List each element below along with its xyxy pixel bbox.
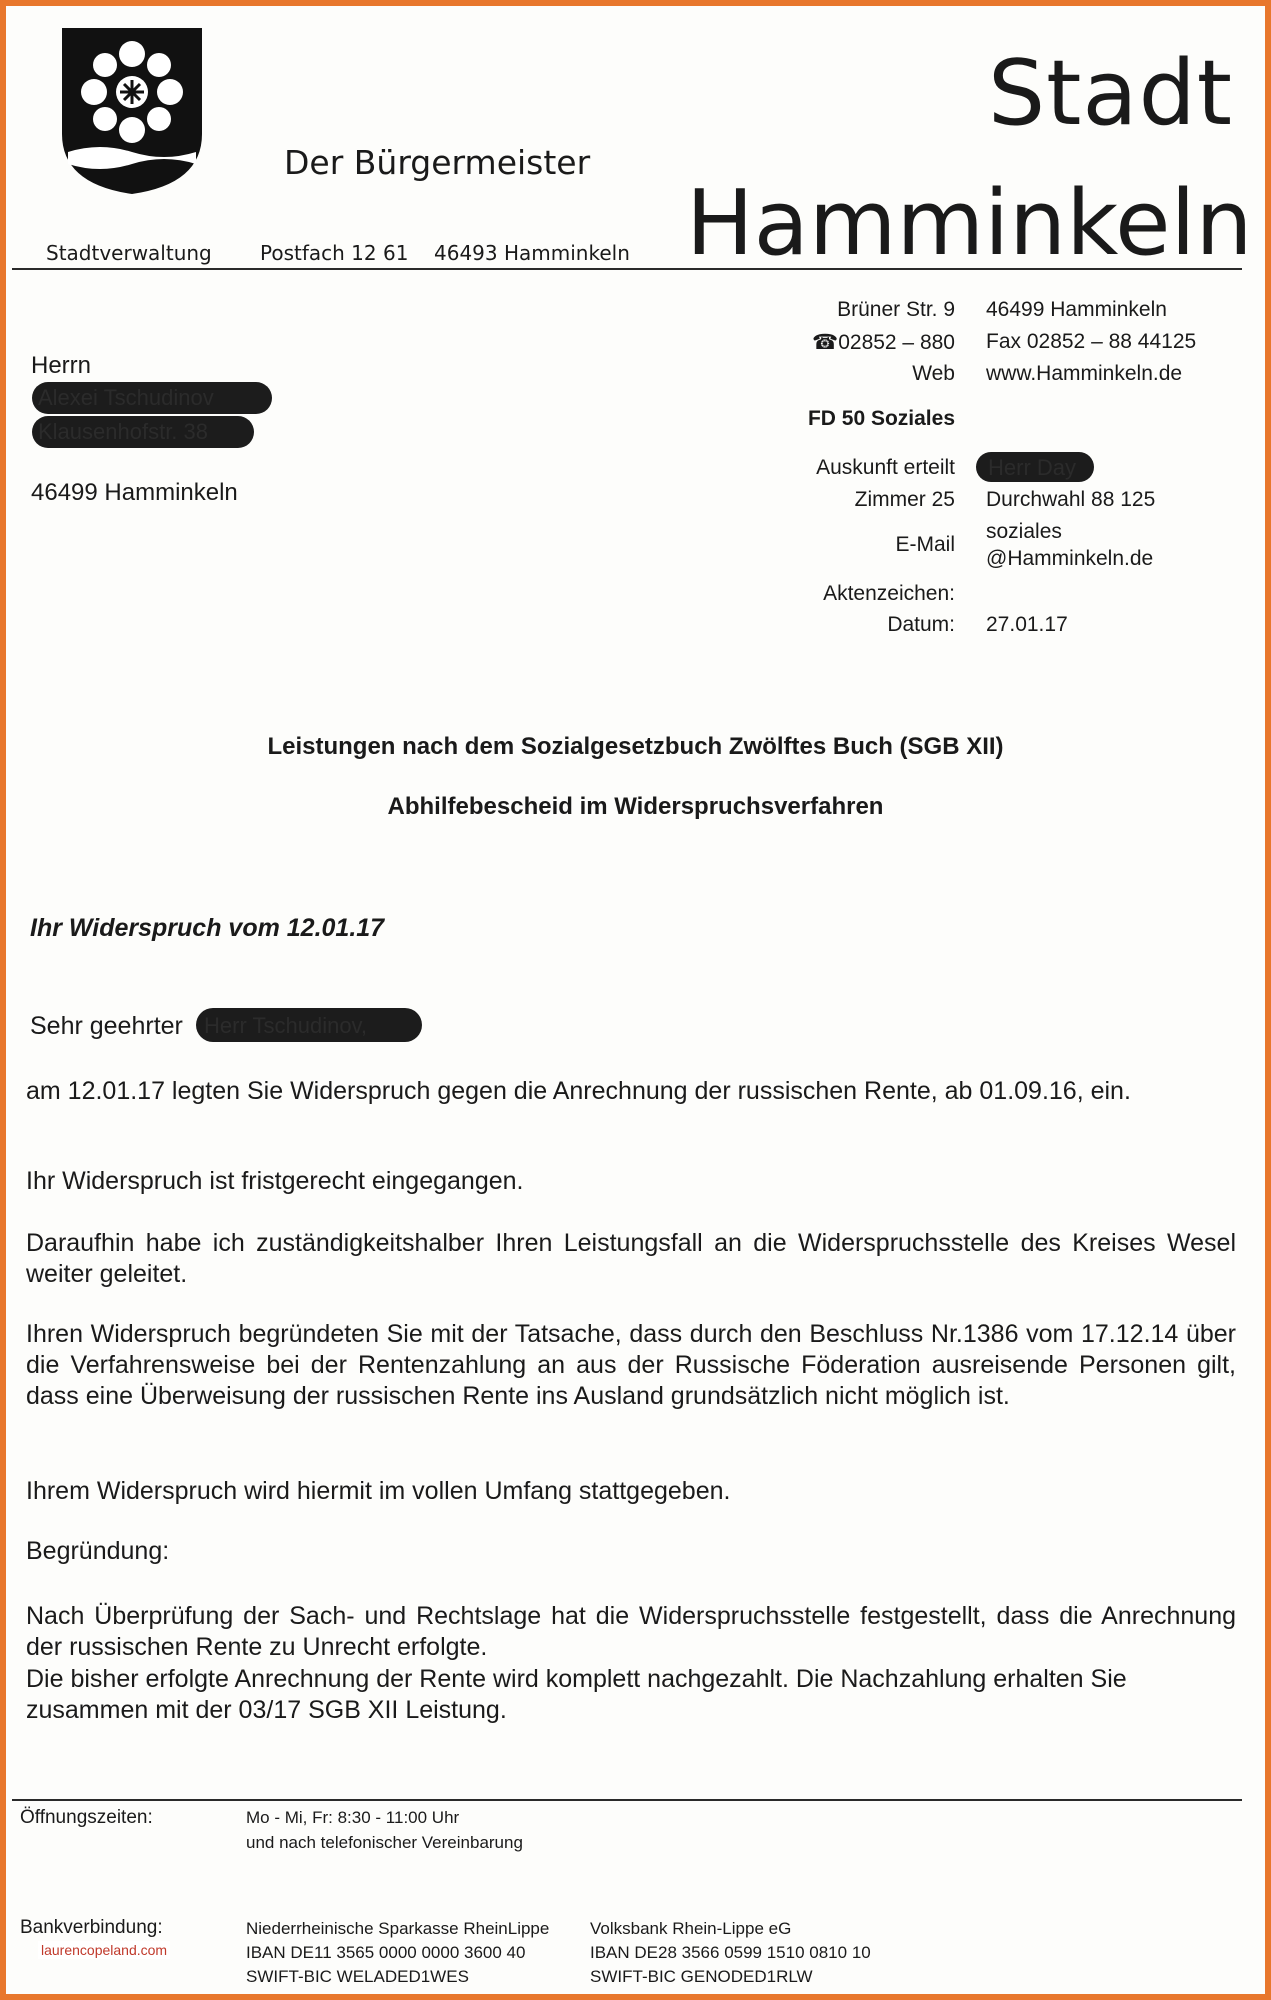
hours-line2: und nach telefonischer Vereinbarung xyxy=(246,1833,523,1852)
paragraph-3: Daraufhin habe ich zuständigkeitshalber Ihren Leistungsfall an die Widerspruchsstelle des Kreises Wesel weiter geleitet. xyxy=(26,1229,1236,1288)
bank1-bic: SWIFT-BIC WELADED1WES xyxy=(246,1967,469,1986)
bank1-iban: IBAN DE11 3565 0000 0000 3600 40 xyxy=(246,1943,526,1962)
hours-label: Öffnungszeiten: xyxy=(20,1807,153,1828)
contact-fax: Fax 02852 – 88 44125 xyxy=(986,330,1197,353)
letter-title: Leistungen nach dem Sozialgesetzbuch Zwölftes Buch (SGB XII) xyxy=(267,733,1004,760)
email-line2: @Hamminkeln.de xyxy=(986,547,1154,570)
info-label: Auskunft erteilt xyxy=(816,456,955,479)
paragraph-6: Begründung: xyxy=(26,1537,170,1565)
contact-web: www.Hamminkeln.de xyxy=(986,362,1183,385)
sender-org: Stadtverwaltung xyxy=(46,241,212,265)
footer-divider xyxy=(12,1799,1242,1801)
recipient-name: Alexei Tschudinov xyxy=(38,385,214,410)
bank-label: Bankverbindung: xyxy=(20,1917,163,1938)
paragraph-4: Ihren Widerspruch begründeten Sie mit der Tatsache, dass durch den Beschluss Nr.1386 vom 17.12.14 über die Verfahrensweise bei der Rentenzahlung an aus der Russische Föderation ausreisende Personen gilt, dass eine Überweisung der russischen Rente ins Ausland grundsätzlich nicht möglich ist. xyxy=(26,1320,1236,1410)
city-label-stadt: Stadt xyxy=(988,41,1233,146)
extension: Durchwahl 88 125 xyxy=(986,488,1156,511)
email-line1: soziales xyxy=(986,520,1062,543)
recipient-salutation: Herrn xyxy=(31,352,92,379)
greeting: Sehr geehrter xyxy=(30,1012,183,1040)
paragraph-2: Ihr Widerspruch ist fristgerecht eingegangen. xyxy=(26,1167,524,1195)
city-label-hamminkeln: Hamminkeln xyxy=(686,171,1253,276)
room: Zimmer 25 xyxy=(854,488,955,511)
watermark: laurencopeland.com xyxy=(38,1941,170,1959)
letter-subtitle: Abhilfebescheid im Widerspruchsverfahren xyxy=(387,793,884,820)
date-label: Datum: xyxy=(887,613,955,636)
greeting-name: Herr Tschudinov, xyxy=(204,1013,368,1038)
paragraph-5: Ihrem Widerspruch wird hiermit im vollen Umfang stattgegeben. xyxy=(26,1477,731,1505)
bank2-iban: IBAN DE28 3566 0599 1510 0810 10 xyxy=(590,1943,871,1962)
department: FD 50 Soziales xyxy=(807,407,955,430)
contact-street: Brüner Str. 9 xyxy=(837,298,955,321)
info-name: Herr Day xyxy=(988,455,1077,480)
file-label: Aktenzeichen: xyxy=(823,582,955,605)
letter-subject: Ihr Widerspruch vom 12.01.17 xyxy=(30,914,385,942)
sender-postbox: Postfach 12 61 xyxy=(260,241,409,265)
bank2-bic: SWIFT-BIC GENODED1RLW xyxy=(590,1967,813,1986)
paragraph-8: Die bisher erfolgte Anrechnung der Rente wird komplett nachgezahlt. Die Nachzahlung erhalten Sie zusammen mit der 03/17 SGB XII Leistung. xyxy=(26,1665,1127,1724)
hours-line1: Mo - Mi, Fr: 8:30 - 11:00 Uhr xyxy=(246,1808,460,1827)
coat-of-arms-icon xyxy=(58,24,206,196)
paragraph-1: am 12.01.17 legten Sie Widerspruch gegen die Anrechnung der russischen Rente, ab 01.09.16, ein. xyxy=(26,1077,1131,1105)
recipient-street: Klausenhofstr. 38 xyxy=(38,419,209,444)
contact-city: 46499 Hamminkeln xyxy=(986,298,1167,321)
contact-web-label: Web xyxy=(912,362,955,385)
email-label: E-Mail xyxy=(895,533,955,556)
paragraph-7: Nach Überprüfung der Sach- und Rechtslage hat die Widerspruchsstelle festgestellt, dass die Anrechnung der russischen Rente zu Unrecht erfolgte. xyxy=(26,1602,1236,1661)
letter-page xyxy=(6,6,1265,1994)
bank2-name: Volksbank Rhein-Lippe eG xyxy=(590,1919,792,1938)
sender-city: 46493 Hamminkeln xyxy=(434,241,630,265)
mayor-title: Der Bürgermeister xyxy=(284,143,591,182)
recipient-city: 46499 Hamminkeln xyxy=(31,479,238,506)
header-divider xyxy=(12,268,1242,270)
date-value: 27.01.17 xyxy=(986,613,1068,636)
bank1-name: Niederrheinische Sparkasse RheinLippe xyxy=(246,1919,550,1938)
contact-phone: ☎02852 – 880 xyxy=(812,331,955,354)
